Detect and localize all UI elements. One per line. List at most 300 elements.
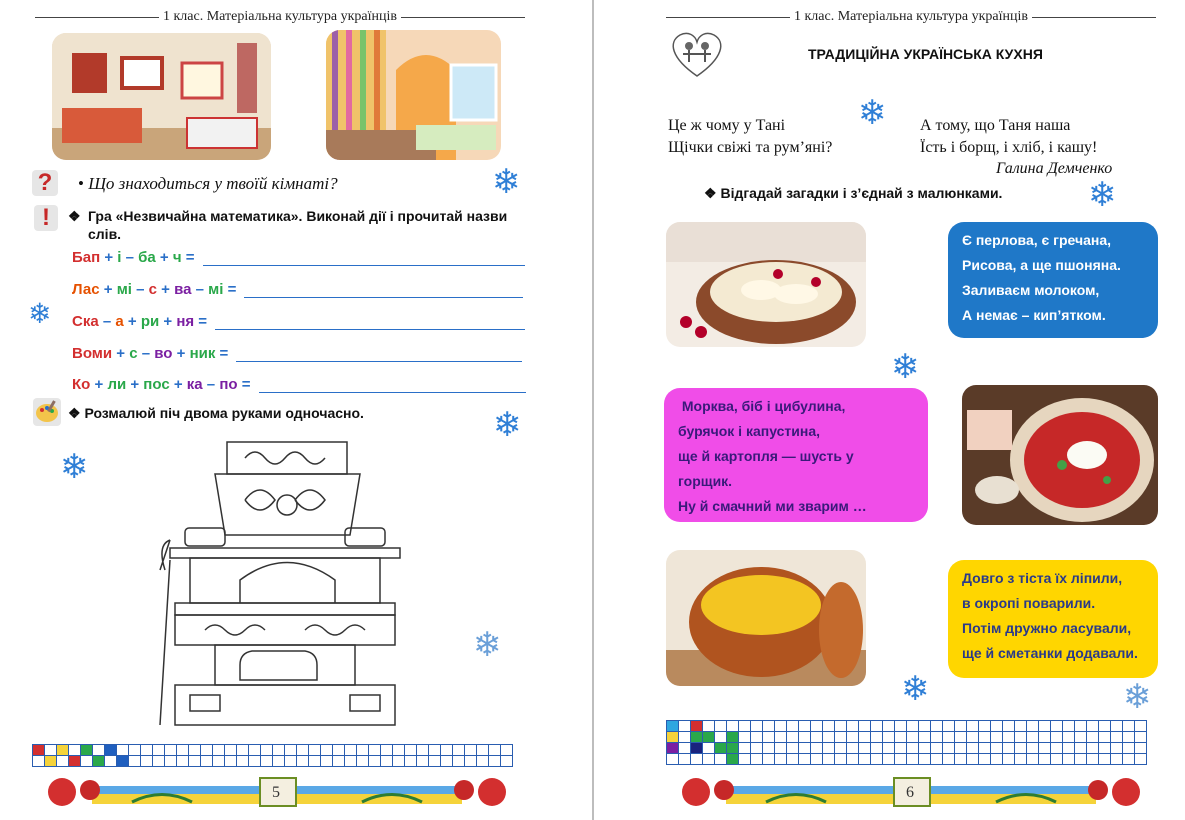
grid-cell [129,745,141,756]
grid-cell [117,756,129,767]
grid-cell [153,745,165,756]
grid-cell [967,721,979,732]
grid-cell [955,754,967,765]
grid-cell [285,756,297,767]
grid-cell [823,732,835,743]
equation-term: ка [186,376,203,393]
grid-cell [381,745,393,756]
equation-term: + [99,281,117,298]
grid-cell [727,754,739,765]
grid-cell [81,745,93,756]
grid-cell [45,756,57,767]
task-math-game-label: Гра «Незвичайна математика». Виконай дії і прочитай назви слів. [88,208,508,242]
grid-cell [871,732,883,743]
grid-cell [1099,732,1111,743]
grid-cell [691,743,703,754]
grid-cell [883,743,895,754]
grid-cell [453,756,465,767]
equation-term: = [181,249,195,266]
grid-cell [799,732,811,743]
equation-term: а [115,313,124,330]
grid-cell [811,754,823,765]
grid-cell [1135,721,1147,732]
grid-cell [237,756,249,767]
grid-cell [1111,743,1123,754]
snowflake-icon: ❄ [60,448,89,486]
poem-left [668,115,832,159]
grid-cell [1039,721,1051,732]
grid-cell [739,754,751,765]
grid-cell [1027,743,1039,754]
grid-cell [189,745,201,756]
grid-cell [69,756,81,767]
grid-cell [1051,743,1063,754]
grid-cell [249,756,261,767]
grid-cell [1027,754,1039,765]
grid-cell [823,754,835,765]
equation-term: Бап [72,249,101,266]
grid-cell [919,721,931,732]
grid-cell [715,721,727,732]
equation-term: с [148,281,157,298]
grid-cell [105,745,117,756]
grid-cell [835,743,847,754]
grid-cell [57,756,69,767]
grid-cell [1027,732,1039,743]
grid-cell [1003,754,1015,765]
grid-cell [787,721,799,732]
grid-cell [703,743,715,754]
grid-cell [369,745,381,756]
heart-children-icon [666,28,728,80]
grid-cell [1051,721,1063,732]
grid-cell [751,721,763,732]
grid-cell [847,721,859,732]
grid-cell [667,732,679,743]
riddle-line: Довго з тіста їх ліпили, [962,570,1123,586]
grid-cell [297,756,309,767]
grid-cell [739,721,751,732]
grid-cell [333,745,345,756]
riddle-line: горщик. [678,473,733,489]
grid-cell [93,745,105,756]
equation-term: + [123,313,141,330]
grid-cell [261,756,273,767]
grid-cell [859,743,871,754]
equation-row [72,244,525,266]
grid-cell [237,745,249,756]
cell-grid [666,720,1147,765]
riddle-line: Ну й смачний ми зварим … [678,498,867,514]
poem-right [920,115,1097,159]
grid-cell [979,732,991,743]
riddle-line: Рисова, а ще пшоняна. [962,257,1121,273]
page-divider [592,0,594,820]
grid-cell [465,745,477,756]
grid-cell [943,721,955,732]
grid-cell [775,754,787,765]
grid-cell [1075,754,1087,765]
equation-term: + [112,345,130,362]
grid-cell [477,745,489,756]
page-header [666,8,1156,26]
poem-line: Їсть і борщ, і хліб, і кашу! [920,139,1098,156]
equation-term: Воми [72,345,113,362]
equation-term: Лас [72,281,100,298]
grid-cell [489,756,501,767]
grid-cell [955,732,967,743]
grid-cell [201,745,213,756]
grid-cell [369,756,381,767]
equation-term: + [169,376,187,393]
grid-cell [1015,743,1027,754]
equation-term: = [237,376,251,393]
grid-cell [213,745,225,756]
grid-cell [991,721,1003,732]
grid-cell [907,721,919,732]
equation-term: ри [140,313,160,330]
question-mark-icon: ? [32,170,58,196]
equation-term: і [117,249,122,266]
grid-cell [991,754,1003,765]
equation-term: = [215,345,229,362]
traditional-room-photo [52,33,271,160]
varenyky-photo [666,222,866,347]
grid-cell [907,754,919,765]
grid-cell [787,732,799,743]
task-math-game: ❖ Гра «Незвичайна математика». Виконай дії і прочитай назви слів. [68,207,528,243]
page-header [35,8,525,26]
grid-cell [465,756,477,767]
grid-cell [1075,732,1087,743]
page-number: 6 [906,784,914,801]
borscht-photo [962,385,1158,525]
grid-cell [811,721,823,732]
grid-cell [117,745,129,756]
grid-cell [835,732,847,743]
riddle-line: А немає – кип’ятком. [962,307,1106,323]
equation-term: + [90,376,108,393]
equation-term: + [100,249,118,266]
grid-cell [715,754,727,765]
grid-cell [787,743,799,754]
equation-row [72,340,522,362]
snowflake-icon: ❄ [492,163,521,201]
header-text: 1 клас. Матеріальна культура українців [163,9,398,24]
grid-cell [309,756,321,767]
grid-cell [189,756,201,767]
grid-cell [1015,721,1027,732]
grid-cell [763,732,775,743]
riddle-line: Морква, біб і цибулина, [678,398,846,414]
grid-cell [225,756,237,767]
equation-term: – [131,281,149,298]
grid-cell [141,745,153,756]
equation-term: – [137,345,155,362]
grid-cell [1063,743,1075,754]
grid-cell [1123,732,1135,743]
grid-cell [847,754,859,765]
snowflake-icon: ❄ [1088,176,1117,214]
grid-cell [141,756,153,767]
grid-cell [967,754,979,765]
equation-term: + [157,281,175,298]
grid-cell [177,745,189,756]
snowflake-icon: ❄ [858,94,887,132]
equation-term: + [155,249,173,266]
poem-line: А тому, що Таня наша [920,117,1071,134]
grid-cell [1027,721,1039,732]
grid-cell [715,743,727,754]
grid-cell [261,745,273,756]
grid-cell [153,756,165,767]
grid-cell [273,756,285,767]
grid-cell [895,721,907,732]
grid-cell [309,745,321,756]
grid-cell [1039,754,1051,765]
grid-cell [345,756,357,767]
grid-cell [1039,732,1051,743]
grid-cell [883,754,895,765]
grid-cell [727,721,739,732]
grid-cell [871,743,883,754]
grid-cell [1075,743,1087,754]
grid-cell [393,756,405,767]
riddle-card-kasha [948,222,1158,338]
grid-cell [955,721,967,732]
grid-cell [177,756,189,767]
grid-cell [739,743,751,754]
grid-cell [1063,721,1075,732]
riddle-line: бурячок і капустина, [678,423,821,439]
grid-cell [847,732,859,743]
grid-cell [919,743,931,754]
grid-cell [931,743,943,754]
equation-term: по [219,376,238,393]
poem-author: Галина Демченко [996,160,1113,177]
grid-cell [883,732,895,743]
grid-cell [1135,732,1147,743]
grid-cell [931,721,943,732]
grid-cell [667,743,679,754]
equation-term: – [191,281,209,298]
grid-cell [1099,721,1111,732]
riddle-card-varenyky [948,560,1158,678]
riddle-line: Заливаєм молоком, [962,282,1100,298]
grid-cell [33,745,45,756]
grid-cell [273,745,285,756]
cell-grid [32,744,513,767]
riddle-line: Потім дружно ласували, [962,620,1132,636]
grid-cell [751,743,763,754]
grid-cell [417,745,429,756]
answer-line[interactable] [244,281,523,298]
grid-cell [1123,743,1135,754]
equation-term: ня [176,313,195,330]
grid-cell [667,721,679,732]
grid-cell [847,743,859,754]
grid-cell [1111,732,1123,743]
answer-line[interactable] [259,376,526,393]
grid-cell [453,745,465,756]
grid-cell [501,756,513,767]
grid-cell [1051,732,1063,743]
answer-line[interactable] [236,345,522,362]
grid-cell [165,745,177,756]
grid-cell [895,732,907,743]
grid-cell [751,754,763,765]
equation-term: с [129,345,138,362]
grid-cell [429,745,441,756]
grid-cell [727,732,739,743]
grid-cell [943,754,955,765]
answer-line[interactable] [215,313,525,330]
grid-cell [919,732,931,743]
grid-cell [859,754,871,765]
grid-cell [1135,743,1147,754]
grid-cell [811,732,823,743]
equation-term: – [98,313,116,330]
equation-term: ник [189,345,216,362]
grid-cell [979,721,991,732]
equation-term: Ска [72,313,99,330]
grid-cell [907,732,919,743]
grid-cell [1075,721,1087,732]
equation-term: мі [116,281,132,298]
equation-term: мі [208,281,224,298]
grid-cell [285,745,297,756]
grid-cell [871,721,883,732]
equation-term: = [194,313,208,330]
question-text: • Що знаходиться у твоїй кімнаті? [78,174,338,193]
snowflake-icon: ❄ [28,298,52,329]
grid-cell [919,754,931,765]
grid-cell [321,756,333,767]
grid-cell [1087,721,1099,732]
grid-cell [763,743,775,754]
grid-cell [93,756,105,767]
grid-cell [895,743,907,754]
equation-term: – [121,249,139,266]
grid-cell [213,756,225,767]
grid-cell [787,754,799,765]
equation-term: ч [172,249,182,266]
snowflake-icon: ❄ [901,670,930,708]
grid-cell [1039,743,1051,754]
equation-term: – [202,376,220,393]
riddle-line: ще й сметанки додавали. [962,645,1138,661]
grid-cell [429,756,441,767]
answer-line[interactable] [203,249,525,266]
grid-cell [679,743,691,754]
task-riddles: ❖ Відгадай загадки і з’єднай з малюнками. [704,185,1003,201]
grid-cell [667,754,679,765]
grid-cell [751,732,763,743]
equation-term: ба [138,249,156,266]
grid-cell [979,754,991,765]
grid-cell [811,743,823,754]
grid-cell [679,721,691,732]
grid-cell [1123,754,1135,765]
grid-cell [943,732,955,743]
grid-cell [321,745,333,756]
grid-cell [703,732,715,743]
grid-cell [775,743,787,754]
grid-cell [883,721,895,732]
snowflake-icon: ❄ [1123,678,1152,716]
grid-cell [1015,754,1027,765]
grid-cell [871,754,883,765]
grid-cell [501,745,513,756]
poem-line: Це ж чому у Тані [668,117,786,134]
task-riddles-label: Відгадай загадки і з’єднай з малюнками. [720,185,1003,201]
grid-cell [441,745,453,756]
grid-cell [799,754,811,765]
modern-room-photo [326,30,501,160]
oven-coloring-drawing [155,440,415,730]
grid-cell [727,743,739,754]
grid-cell [81,756,93,767]
grid-cell [943,743,955,754]
grid-cell [1003,743,1015,754]
snowflake-icon: ❄ [473,626,502,664]
grid-cell [33,756,45,767]
equation-row [72,276,523,298]
riddle-card-borscht [664,388,928,522]
grid-cell [1063,754,1075,765]
grid-cell [345,745,357,756]
grid-cell [1003,721,1015,732]
poem-line: Щічки свіжі та рум’яні? [668,139,833,156]
grid-cell [979,743,991,754]
grid-cell [1099,754,1111,765]
grid-cell [835,754,847,765]
grid-cell [489,745,501,756]
grid-cell [775,732,787,743]
grid-cell [991,743,1003,754]
grid-cell [45,745,57,756]
grid-cell [967,743,979,754]
grid-cell [691,721,703,732]
equation-term: + [159,313,177,330]
kasha-photo [666,550,866,686]
page-number: 5 [272,784,280,801]
grid-cell [441,756,453,767]
grid-cell [381,756,393,767]
grid-cell [249,745,261,756]
right-page [596,0,1185,820]
grid-cell [1015,732,1027,743]
grid-cell [967,732,979,743]
grid-cell [763,721,775,732]
grid-cell [405,756,417,767]
grid-cell [859,732,871,743]
grid-cell [679,732,691,743]
grid-cell [405,745,417,756]
equation-term: + [172,345,190,362]
grid-cell [823,721,835,732]
grid-cell [703,721,715,732]
grid-cell [357,756,369,767]
grid-cell [895,754,907,765]
equation-term: во [154,345,173,362]
grid-cell [1051,754,1063,765]
equation-term: Ко [72,376,91,393]
grid-cell [763,754,775,765]
grid-cell [691,732,703,743]
grid-cell [715,732,727,743]
grid-cell [739,732,751,743]
